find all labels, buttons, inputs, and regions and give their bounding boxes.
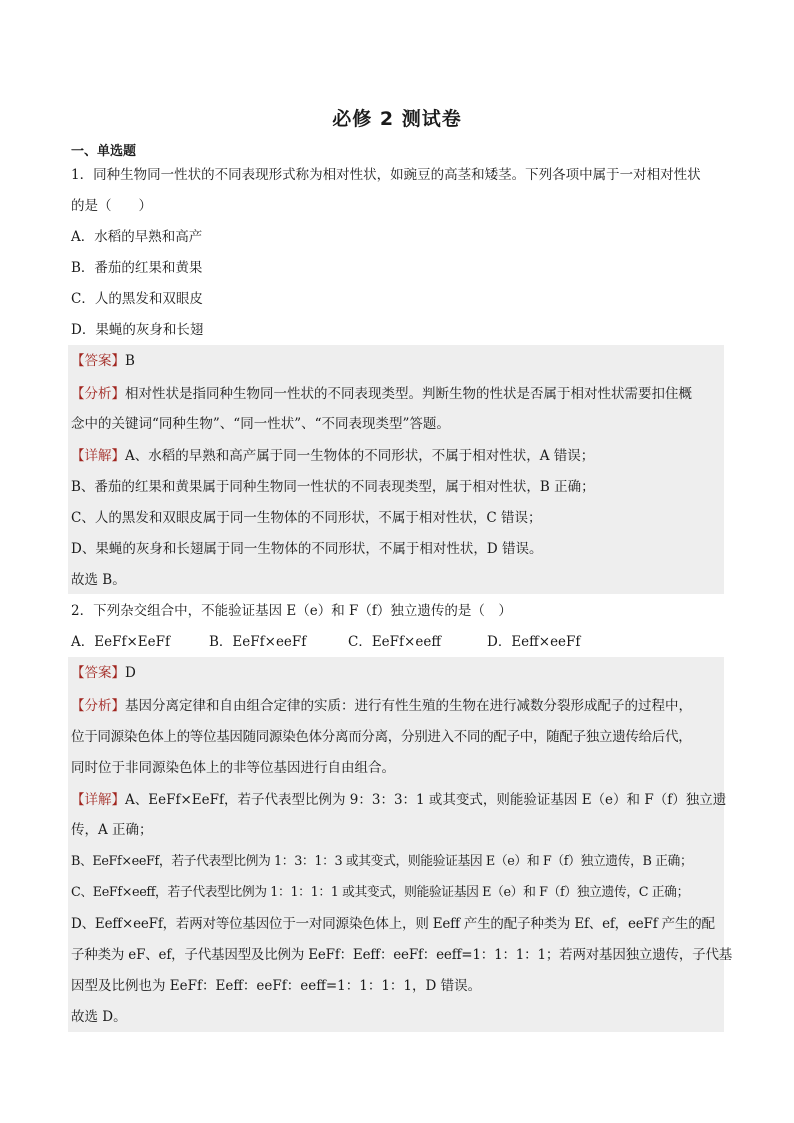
question-1-detail-line-1	[71, 446, 594, 466]
question-2-answer	[71, 663, 136, 683]
page-title: 必修 2 测试卷	[332, 108, 462, 130]
question-2-option-d: D．Eeff×eeFf	[487, 634, 581, 650]
question-2-detail-line-3: B、EeFf×eeFf，若子代表型比例为 1：3：1：3 或其变式，则能验证基因 E（e）和 F（f）独立遗传，B 正确；	[71, 854, 693, 869]
detail-text: A、EeFf×EeFf，若子代表型比例为 9：3：3：1 或其变式，则能验证基因 E（e）和 F（f）独立遗	[125, 792, 727, 808]
question-2-stem: 2．下列杂交组合中，不能验证基因 E（e）和 F（f）独立遗传的是（ ）	[71, 603, 512, 619]
analysis-text: 相对性状是指同种生物同一性状的不同表现类型。判断生物的性状是否属于相对性状需要扣住概	[125, 386, 692, 402]
analysis-text: 基因分离定律和自由组合定律的实质：进行有性生殖的生物在进行减数分裂形成配子的过程中，	[125, 698, 692, 714]
question-1-option-d: D．果蝇的灰身和长翅	[71, 322, 204, 338]
question-2-option-a: A．EeFf×EeFf	[71, 634, 170, 650]
question-2-detail-line-2: 传，A 正确；	[71, 822, 153, 838]
answer-value: B	[125, 353, 135, 369]
question-1-analysis-line-1	[71, 384, 692, 404]
question-1-option-a: A．水稻的早熟和高产	[71, 229, 203, 245]
answer-value: D	[125, 665, 136, 681]
question-2-analysis-line-2: 位于同源染色体上的等位基因随同源染色体分离而分离，分别进入不同的配子中，随配子独立遗传给后代，	[71, 729, 692, 745]
section-heading: 一、单选题	[71, 144, 137, 159]
question-2-detail-line-7: 因型及比例也为 EeFf：Eeff：eeFf：eeff=1：1：1：1，D 错误。	[71, 978, 482, 994]
analysis-label: 【分析】	[71, 386, 125, 402]
question-1-detail-line-4: D、果蝇的灰身和长翅属于同一生物体的不同形状，不属于相对性状，D 错误。	[71, 541, 543, 557]
question-2-options	[71, 632, 671, 652]
question-2-analysis-line-1	[71, 696, 692, 716]
detail-text: A、水稻的早熟和高产属于同一生物体的不同形状，不属于相对性状，A 错误；	[125, 448, 595, 464]
question-1-analysis-line-2: 念中的关键词“同种生物”、“同一性状”、“不同表现类型”答题。	[71, 416, 450, 432]
question-2-conclusion: 故选 D。	[71, 1009, 127, 1025]
question-1-conclusion: 故选 B。	[71, 572, 126, 588]
question-2-detail-line-5: D、Eeff×eeFf，若两对等位基因位于一对同源染色体上，则 Eeff 产生的配子种类为 Ef、ef，eeFf 产生的配	[71, 916, 715, 932]
detail-label: 【详解】	[71, 792, 125, 808]
question-1-answer	[71, 351, 135, 371]
question-1-option-b: B．番茄的红果和黄果	[71, 260, 203, 276]
question-2-option-b: B．EeFf×eeFf	[209, 634, 307, 650]
answer-label: 【答案】	[71, 665, 125, 681]
question-1-detail-line-2: B、番茄的红果和黄果属于同种生物同一性状的不同表现类型，属于相对性状，B 正确；	[71, 479, 595, 495]
question-1-stem-line-1: 1．同种生物同一性状的不同表现形式称为相对性状，如豌豆的高茎和矮茎。下列各项中属于一对相对性状	[71, 167, 701, 183]
analysis-label: 【分析】	[71, 698, 125, 714]
question-2-detail-line-4: C、EeFf×eeff，若子代表型比例为 1：1：1：1 或其变式，则能验证基因 E（e）和 F（f）独立遗传，C 正确；	[71, 885, 689, 900]
question-2-detail-line-1	[71, 790, 726, 810]
question-2-analysis-line-3: 同时位于非同源染色体上的非等位基因进行自由组合。	[71, 760, 395, 776]
question-2-detail-line-6: 子种类为 eF、ef，子代基因型及比例为 EeFf：Eeff：eeFf：eeff=1：1：1：1；若两对基因独立遗传，子代基	[71, 947, 733, 963]
detail-label: 【详解】	[71, 448, 125, 464]
question-2-option-c: C．EeFf×eeff	[348, 634, 441, 650]
question-1-detail-line-3: C、人的黑发和双眼皮属于同一生物体的不同形状，不属于相对性状，C 错误；	[71, 510, 542, 526]
question-1-stem-line-2: 的是（ ）	[71, 198, 152, 214]
question-1-option-c: C．人的黑发和双眼皮	[71, 291, 203, 307]
answer-label: 【答案】	[71, 353, 125, 369]
